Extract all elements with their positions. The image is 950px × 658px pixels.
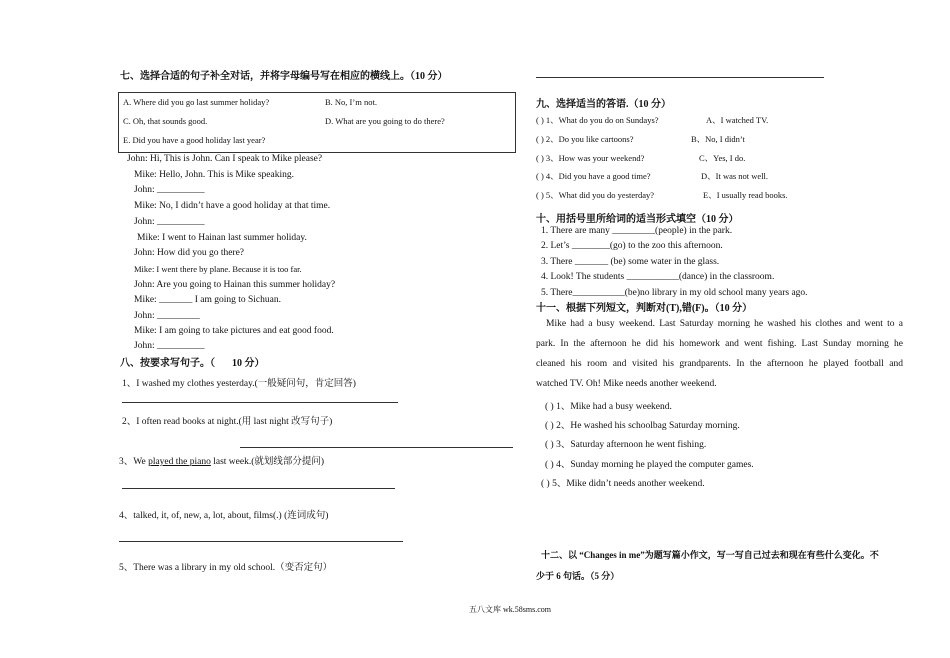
choice-question: ( ) 4、Did you have a good time? <box>536 171 651 181</box>
section-12-title-cont: 少于 6 句话。（5 分） <box>536 571 620 581</box>
choice-question: ( ) 1、What do you do on Sundays? <box>536 115 659 125</box>
dialog-line: Mike: Hello, John. This is Mike speaking. <box>134 170 294 180</box>
question-8-5: 5、There was a library in my old school.（变否定句） <box>119 563 333 573</box>
question-8-4: 4、talked, it, of, new, a, lot, about, films(.) (连词成句) <box>119 511 329 521</box>
answer-line <box>122 402 398 403</box>
section-8-score: 10 分） <box>232 358 265 369</box>
question-8-3: 3、We played the piano last week.(就划线部分提问) <box>119 457 325 467</box>
question-8-2: 2、I often read books at night.(用 last night 改写句子) <box>122 417 333 427</box>
section-7-title: 七、选择合适的句子补全对话，并将字母编号写在相应的横线上。（10 分） <box>120 71 448 82</box>
option-e: E. Did you have a good holiday last year? <box>123 135 266 145</box>
choice-question: ( ) 2、Do you like cartoons? <box>536 134 634 144</box>
dialog-line: John: __________ <box>134 217 205 227</box>
choice-answer: C、Yes, I do. <box>699 153 746 163</box>
dialog-line: John: Hi, This is John. Can I speak to Mike please? <box>127 154 323 164</box>
answer-line <box>122 488 395 489</box>
choice-answer: A、I watched TV. <box>706 115 769 125</box>
answer-line <box>536 77 824 78</box>
passage-line: cleaned his room and visited his grandparents. In the afternoon he played football and <box>536 359 903 369</box>
dialog-line: John: How did you go there? <box>134 248 245 258</box>
section-11-title: 十一、根据下列短文，判断对(T),错(F)。（10 分） <box>536 303 753 314</box>
dialog-line: Mike: _______ I am going to Sichuan. <box>134 295 281 305</box>
footer-watermark: 五八文库 wk.58sms.com <box>469 605 551 614</box>
underlined-phrase: played the piano <box>148 457 211 467</box>
fill-item: 2. Let’s ________(go) to the zoo this afternoon. <box>541 241 723 251</box>
option-a: A. Where did you go last summer holiday? <box>123 97 270 107</box>
passage-line: park. In the afternoon he did his homework and went fishing. Last Sunday morning he <box>536 339 903 349</box>
dialog-line: John: Are you going to Hainan this summer holiday? <box>134 280 336 290</box>
answer-line <box>240 447 513 448</box>
dialog-line: John: _________ <box>134 311 200 321</box>
option-d: D. What are you going to do there? <box>325 116 445 126</box>
section-9-title: 九、选择适当的答语.（10 分） <box>536 99 671 110</box>
judge-item: ( ) 1、Mike had a busy weekend. <box>545 402 672 412</box>
dialog-line: Mike: I went to Hainan last summer holiday. <box>137 233 307 243</box>
answer-line <box>119 541 403 542</box>
option-c: C. Oh, that sounds good. <box>123 116 208 126</box>
fill-item: 1. There are many _________(people) in the park. <box>541 226 733 236</box>
choice-answer: D、It was not well. <box>701 171 769 181</box>
section-10-title: 十、用括号里所给词的适当形式填空（10 分） <box>536 214 739 225</box>
dialog-line: Mike: I went there by plane. Because it is too far. <box>134 264 302 274</box>
fill-item: 3. There _______ (be) some water in the glass. <box>541 257 720 267</box>
judge-item: ( ) 3、Saturday afternoon he went fishing. <box>545 440 707 450</box>
fill-item: 4. Look! The students ___________(dance) in the classroom. <box>541 272 775 282</box>
question-8-1: 1、I washed my clothes yesterday.(一般疑问句，肯定回答) <box>122 379 356 389</box>
dialog-line: John: __________ <box>134 341 205 351</box>
dialog-line: John: __________ <box>134 185 205 195</box>
section-12-title: 十二、以 “Changes in me”为题写篇小作文，写一写自己过去和现在有些什么变化。不 <box>541 550 879 560</box>
choice-question: ( ) 3、How was your weekend? <box>536 153 645 163</box>
judge-item: ( ) 2、He washed his schoolbag Saturday morning. <box>545 421 740 431</box>
passage-line: Mike had a busy weekend. Last Saturday morning he washed his clothes and went to a <box>546 319 903 329</box>
section-8-title: 八、按要求写句子。（ <box>120 358 215 369</box>
fill-item: 5. There___________(be)no library in my old school many years ago. <box>541 288 808 298</box>
choice-answer: E、I usually read books. <box>703 190 788 200</box>
judge-item: ( ) 5、Mike didn’t needs another weekend. <box>541 479 705 489</box>
dialog-line: Mike: No, I didn’t have a good holiday at that time. <box>134 201 331 211</box>
passage-line: watched TV. Oh! Mike needs another weekend. <box>536 379 717 389</box>
choice-question: ( ) 5、What did you do yesterday? <box>536 190 655 200</box>
choice-answer: B、No, I didn’t <box>691 134 745 144</box>
dialog-line: Mike: I am going to take pictures and eat good food. <box>134 326 334 336</box>
option-b: B. No, I’m not. <box>325 97 377 107</box>
judge-item: ( ) 4、Sunday morning he played the computer games. <box>545 460 754 470</box>
